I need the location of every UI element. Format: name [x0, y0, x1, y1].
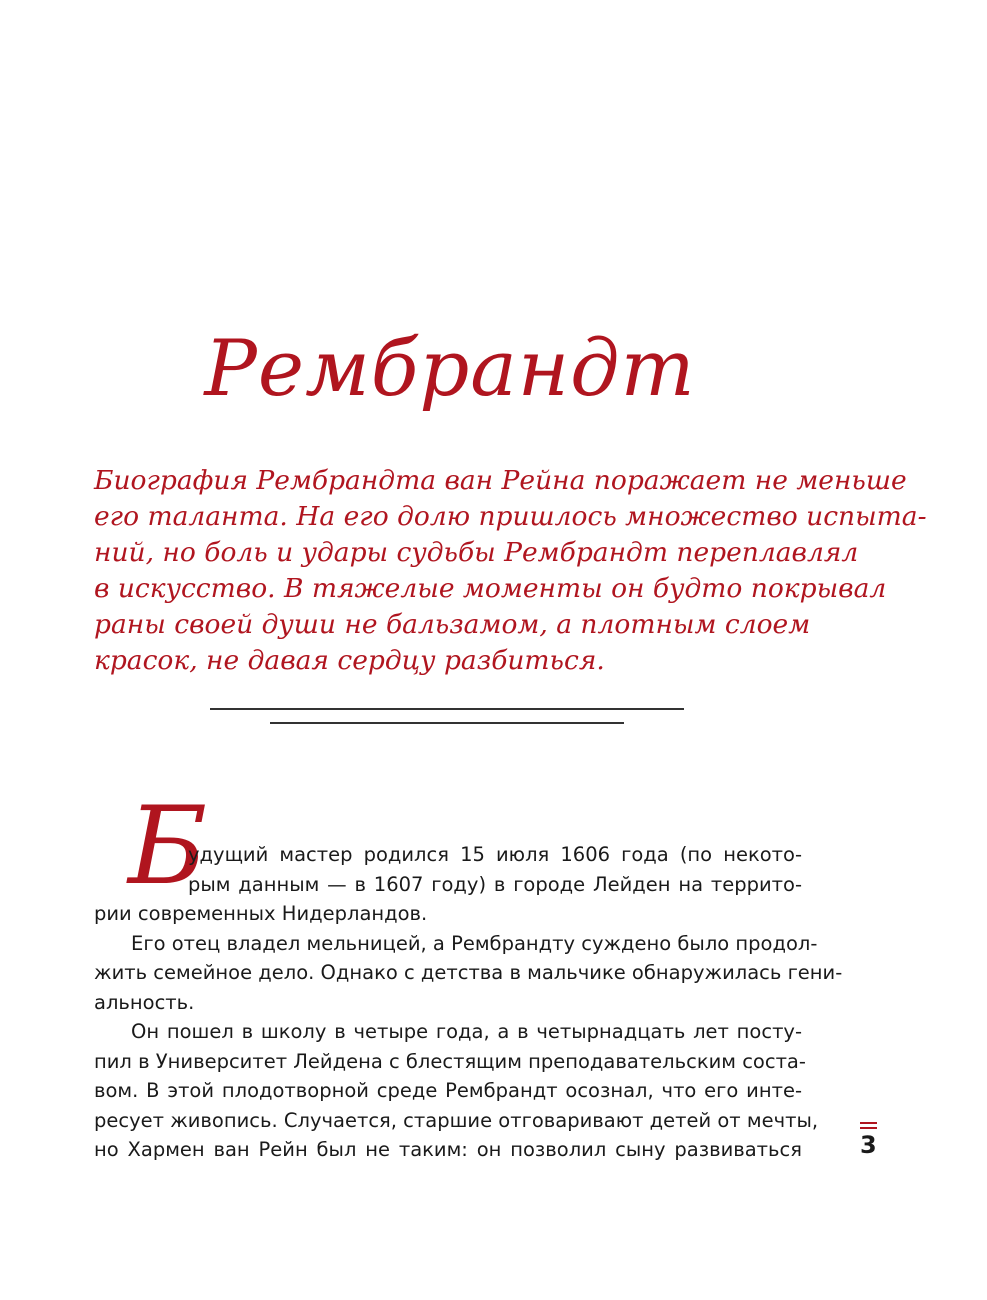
body-line: жить семейное дело. Однако с детства в мальчике обнаружилась гени- — [94, 961, 843, 984]
body-line: ресует живопись. Случается, старшие отговаривают детей от мечты, — [94, 1108, 819, 1132]
page-number: 3 — [860, 1131, 877, 1159]
body-line: Его отец владел мельницей, а Рембрандту суждено было продол- — [131, 931, 818, 955]
lead-line: ний, но боль и удары судьбы Рембрандт переплавлял — [94, 537, 859, 568]
lead-line: его таланта. На его долю пришлось множество испыта- — [94, 501, 927, 532]
body-line: пил в Университет Лейдена с блестящим преподавательским соста- — [94, 1049, 806, 1073]
body-line: но Хармен ван Рейн был не таким: он позволил сыну развиваться — [94, 1138, 802, 1161]
lead-line: в искусство. В тяжелые моменты он будто покрывал — [94, 573, 887, 604]
divider-line-bottom — [270, 722, 624, 724]
body-text — [94, 840, 843, 1165]
body-line: рым данным — в 1607 году) в городе Лейден на террито- — [188, 872, 802, 896]
chapter-title: Рембрандт — [204, 324, 696, 414]
drop-cap: Б — [128, 784, 208, 909]
divider-line-top — [210, 708, 684, 710]
body-line: альность. — [94, 990, 195, 1014]
lead-line: Биография Рембрандта ван Рейна поражает не меньше — [94, 465, 907, 496]
lead-line: красок, не давая сердцу разбиться. — [94, 645, 605, 676]
lead-paragraph — [94, 463, 927, 679]
body-line: удущий мастер родился 15 июля 1606 года (по некото- — [188, 843, 802, 866]
body-line: рии современных Нидерландов. — [94, 902, 428, 925]
body-line: Он пошел в школу в четыре года, а в четырнадцать лет посту- — [131, 1020, 802, 1043]
page-number-mark — [860, 1122, 877, 1124]
page-number-mark — [860, 1127, 877, 1129]
body-line: вом. В этой плодотворной среде Рембрандт осознал, что его инте- — [94, 1079, 802, 1102]
lead-line: раны своей души не бальзамом, а плотным слоем — [94, 609, 811, 640]
